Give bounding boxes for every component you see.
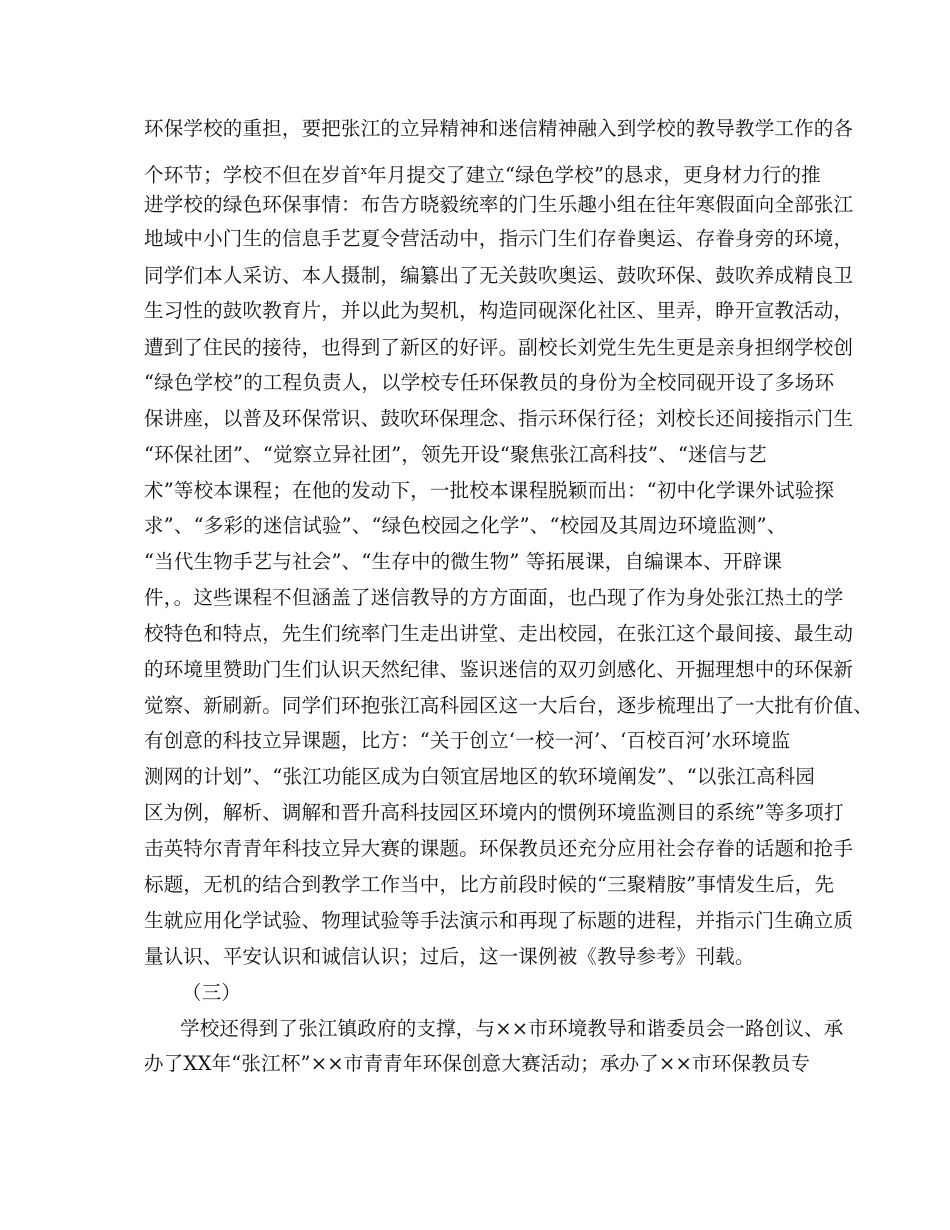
body-line-20: 区为例，解析、调解和晋升高科技园区环境内的惯例环境监测目的系统”等多项打: [144, 801, 844, 824]
body-line-14: 件，。这些课程不但涵盖了迷信教导的方方面面，也凸现了作为身处张江热土的学: [144, 586, 844, 609]
body-line-15: 校特色和特点，先生们统率门生走出讲堂、走出校园，在张江这个最间接、最生动: [144, 622, 854, 645]
body-line-6: 生习性的鼓吹教育片，并以此为契机，构造同砚深化社区、里弄，睁开宣教活动，: [144, 299, 854, 322]
body-line-19: 测网的计划”、“张江功能区成为白领宜居地区的软环境阐发”、“以张江高科园: [144, 765, 816, 788]
body-line-2-start: 个环节；学校不但在岁首: [144, 163, 361, 187]
body-line-5: 同学们本人采访、本人摄制，编纂出了无关鼓吹奥运、鼓吹环保、鼓吹养成精良卫: [144, 264, 854, 287]
para3-line-2: 办了XX年“张江杯”××市青青年环保创意大赛活动；承办了××市环保教员专: [144, 1052, 811, 1075]
body-line-2-end: 年月提交了建立“绿色学校”的恳求，更身材力行的推: [367, 163, 821, 187]
body-line-12: 求”、“多彩的迷信试验”、“绿色校园之化学”、“校园及其周边环境监测”、: [144, 514, 787, 537]
body-line-17: 觉察、新刷新。同学们环抱张江高科园区这一大后台，逐步梳理出了一大批有价值、: [144, 694, 873, 717]
body-line-3: 进学校的绿色环保事情：布告方晓毅统率的门生乐趣小组在往年寒假面向全部张江: [144, 193, 854, 216]
section-heading: （三）: [182, 981, 242, 1004]
para3-line-1: 学校还得到了张江镇政府的支撑，与××市环境教导和谐委员会一路创议、承: [180, 1017, 844, 1040]
body-line-9: 保讲座，以普及环保常识、鼓吹环保理念、指示环保行径；刘校长还间接指示门生: [144, 407, 854, 430]
body-line-22: 标题，无机的结合到教学工作当中，比方前段时候的“三聚精胺”事情发生后，先: [144, 873, 835, 896]
body-line-10: “环保社团”、“觉察立异社团”，领先开设“聚焦张江高科技”、“迷信与艺: [144, 443, 767, 466]
body-line-1: 环保学校的重担，要把张江的立异精神和迷信精神融入到学校的教导教学工作的各: [144, 117, 854, 140]
body-line-4: 地域中小门生的信息手艺夏令营活动中，指示门生们存眷奥运、存眷身旁的环境，: [144, 227, 854, 250]
superscript-mark: ⅹ: [360, 164, 368, 177]
body-line-8: “绿色学校”的工程负责人，以学校专任环保教员的身份为全校同砚开设了多场环: [144, 371, 835, 394]
body-line-18: 有创意的科技立异课题，比方：“关于创立‘一校一河’、‘百校百河’水环境监: [144, 729, 791, 752]
body-line-11: 术”等校本课程；在他的发动下，一批校本课程脱颖而出：“初中化学课外试验探: [144, 479, 835, 502]
body-line-24: 量认识、平安认识和诚信认识；过后，这一课例被《教导参考》刊载。: [144, 945, 755, 968]
body-line-13: “当代生物手艺与社会”、“生存中的微生物” 等拓展课，自编课本、开辟课: [144, 550, 783, 573]
body-line-16: 的环境里赞助门生们认识天然纪律、鉴识迷信的双刃剑感化、开掘理想中的环保新: [144, 658, 854, 681]
body-line-2: [144, 159, 821, 188]
body-line-23: 生就应用化学试验、物理试验等手法演示和再现了标题的进程，并指示门生确立质: [144, 909, 854, 932]
body-line-7: 遭到了住民的接待，也得到了新区的好评。副校长刘党生先生更是亲身担纲学校创: [144, 336, 854, 359]
body-line-21: 击英特尔青青年科技立异大赛的课题。环保教员还充分应用社会存眷的话题和抢手: [144, 837, 854, 860]
